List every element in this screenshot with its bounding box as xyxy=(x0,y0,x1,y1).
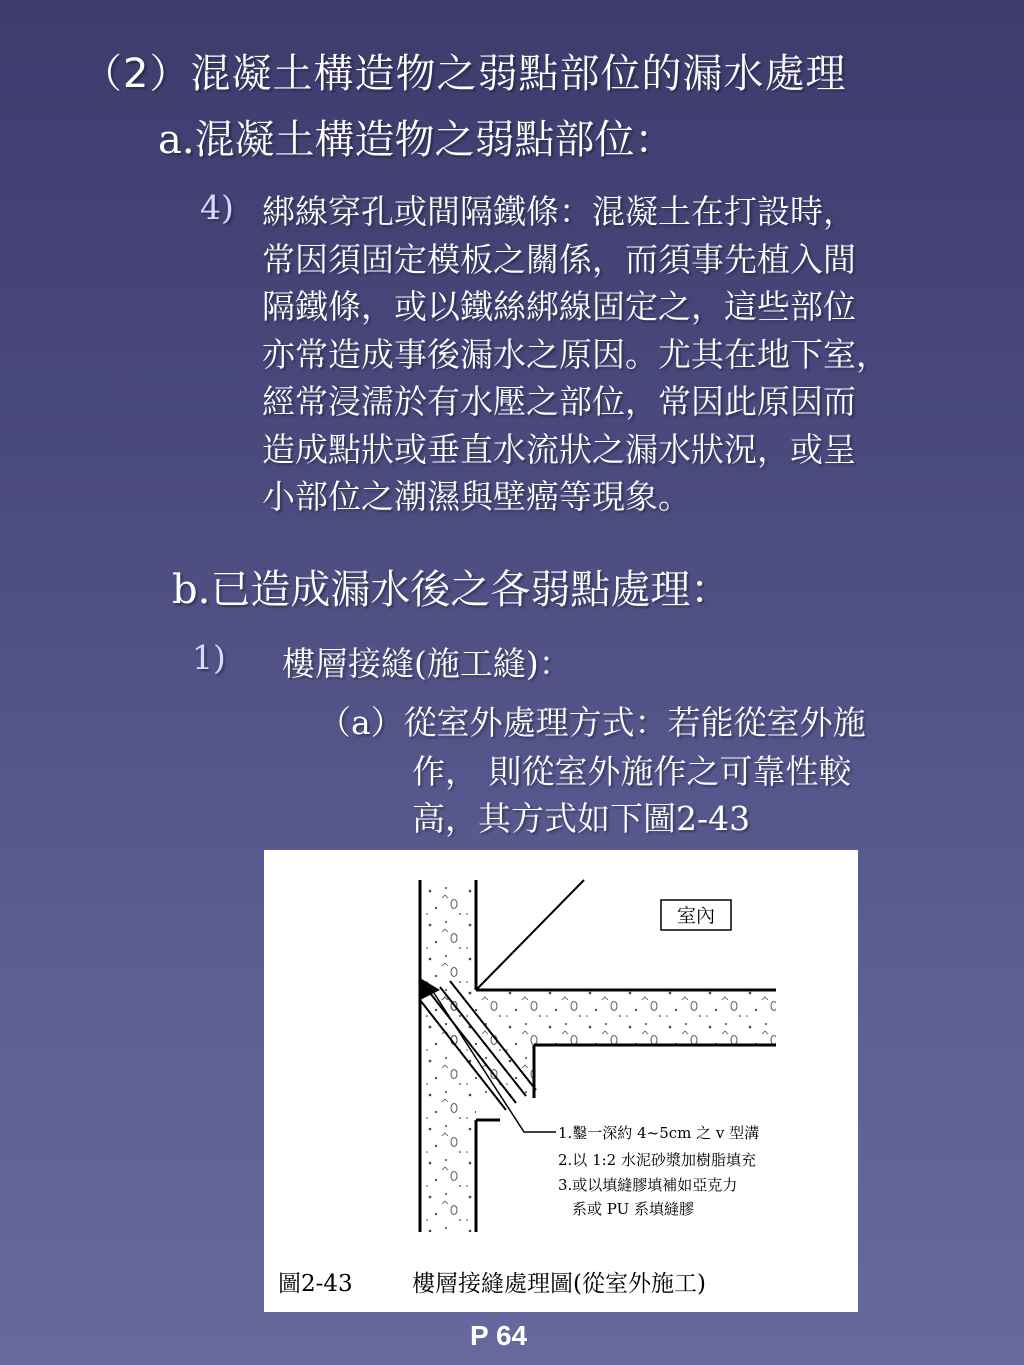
item-1-label: 樓層接縫(施工縫)： xyxy=(282,644,572,683)
room-label: 室內 xyxy=(676,905,716,927)
figure-note: 系或 PU 系填縫膠 xyxy=(572,1200,695,1218)
figure-note: 2.以 1:2 水泥砂漿加樹脂填充 xyxy=(558,1151,756,1169)
item-4-number: 4) xyxy=(200,188,234,227)
slide-title: （2）混凝土構造物之弱點部位的漏水處理 xyxy=(82,51,847,97)
figure-caption-number: 圖2-43 xyxy=(278,1271,353,1297)
wall-concrete xyxy=(422,882,476,1232)
sub-a-line-2: 作， 則從室外施作之可靠性較 xyxy=(412,752,852,791)
item-4-line: 小部位之潮濕與壁癌等現象。 xyxy=(262,477,691,516)
figure-note: 1.鑿一深約 4~5cm 之 v 型溝 xyxy=(558,1124,760,1142)
sub-a-line-3: 高，其方式如下圖2-43 xyxy=(412,799,751,838)
item-1-number: 1) xyxy=(192,638,226,677)
slab-concrete xyxy=(422,990,776,1045)
section-b-heading: b.已造成漏水後之各弱點處理： xyxy=(172,567,731,613)
item-4-line: 常因須固定模板之關係，而須事先植入間 xyxy=(262,239,856,279)
item-4-line: 綁線穿孔或間隔鐵條：混凝土在打設時， xyxy=(262,192,856,231)
item-4-line: 隔鐵條，或以鐵絲綁線固定之，這些部位 xyxy=(262,287,856,326)
item-4-line: 經常浸濡於有水壓之部位，常因此原因而 xyxy=(262,382,856,421)
item-4-line: 亦常造成事後漏水之原因。尤其在地下室， xyxy=(262,334,889,374)
figure-caption-text: 樓層接縫處理圖(從室外施工) xyxy=(412,1271,706,1297)
item-4-paragraph xyxy=(262,188,992,521)
construction-joint-diagram xyxy=(264,850,858,1312)
item-4-line: 造成點狀或垂直水流狀之漏水狀況，或呈 xyxy=(262,429,856,469)
figure-note: 3.或以填縫膠填補如亞克力 xyxy=(558,1176,738,1194)
joint-diagonal-upper xyxy=(476,880,584,990)
figure-2-43 xyxy=(264,850,858,1312)
sub-a-line-1: （a）從室外處理方式：若能從室外施 xyxy=(318,703,866,742)
page-number: P 64 xyxy=(470,1320,528,1351)
section-a-heading: a.混凝土構造物之弱點部位： xyxy=(158,117,675,163)
